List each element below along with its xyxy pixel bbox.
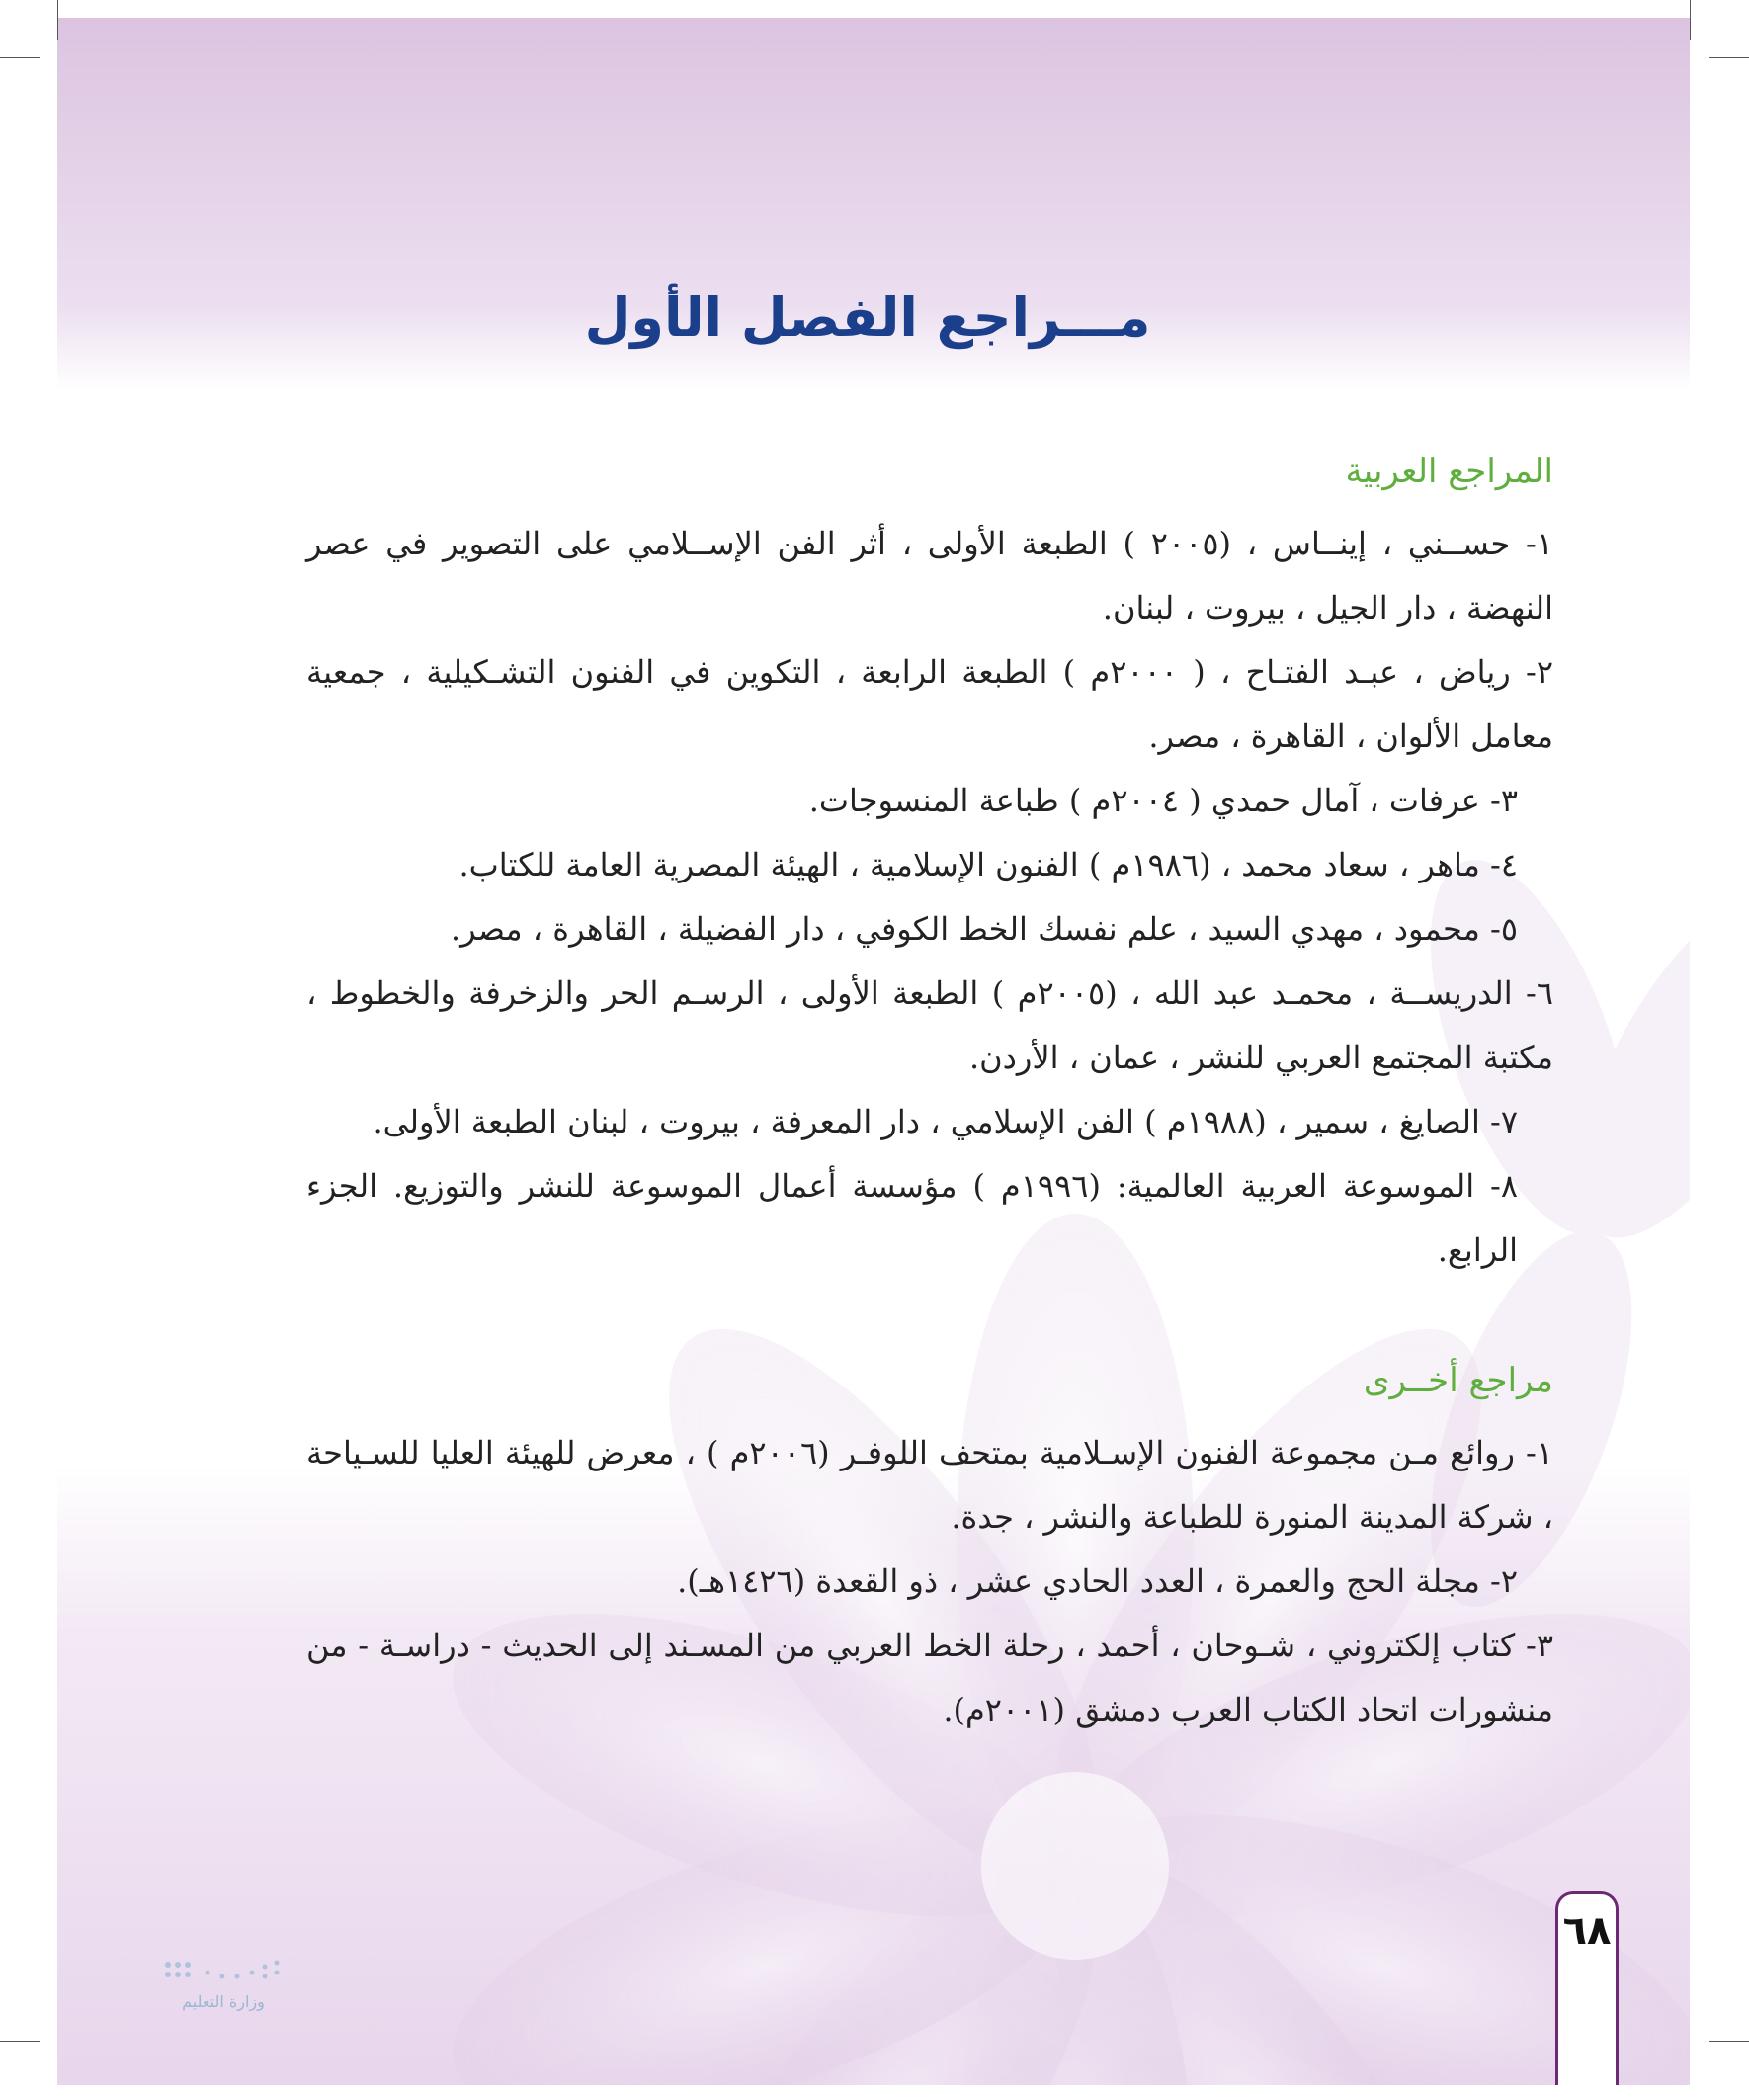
reference-item: ٣- عرفات ، آمال حمدي ( ٢٠٠٤م ) طباعة المنسوجات. [808,782,1518,819]
section-heading-arabic-refs: المراجع العربية [1345,452,1553,491]
page-number-tab [1555,1891,1619,2085]
reference-item: ٢- رياض ، عبـد الفتـاح ، ( ٢٠٠٠م ) الطبعة الرابعة ، التكوين في الفنون التشـكيلية ، جمعية معامل الألوان ، القاهرة ، مصر. [306,653,1554,755]
crop-mark [1690,0,1691,40]
reference-item: ٢- مجلة الحج والعمرة ، العدد الحادي عشر ، ذو القعدة (١٤٢٦هـ). [677,1562,1518,1600]
crop-mark [1709,57,1749,58]
reference-item: ٥- محمود ، مهدي السيد ، علم نفسك الخط الكوفي ، دار الفضيلة ، القاهرة ، مصر. [450,910,1518,948]
reference-item: ٨- الموسوعة العربية العالمية: (١٩٩٦م ) مؤسسة أعمال الموسوعة للنشر والتوزيع. الجزء الرابع. [306,1167,1519,1269]
reference-item: ٤- ماهر ، سعاد محمد ، (١٩٨٦م ) الفنون الإسلامية ، الهيئة المصرية العامة للكتاب. [458,846,1518,883]
ministry-logo-text: وزارة التعليم [182,1992,265,2011]
crop-mark [57,0,58,40]
crop-mark [0,2041,40,2042]
page [57,18,1690,2085]
reference-item: ٦- الدريســة ، محمـد عبد الله ، (٢٠٠٥م ) الطبعة الأولى ، الرسـم الحر والزخرفة والخطوط ، مكتبة المجتمع العربي للنشر ، عمان ، الأردن. [306,974,1554,1076]
reference-item: ١- روائع مـن مجموعة الفنون الإسـلامية بمتحف اللوفـر (٢٠٠٦م ) ، معرض للهيئة العليا للسـياحة ، شركة المدينة المنورة للطباعة والنشر ، جدة. [306,1434,1554,1536]
reference-item: ١- حســني ، إينــاس ، (٢٠٠٥ ) الطبعة الأولى ، أثر الفن الإســلامي على التصوير في عصر النهضة ، دار الجيل ، بيروت ، لبنان. [306,525,1553,627]
page-title: مـــراجع الفصل الأول [584,287,1151,349]
page-number: ٦٨ [1562,1908,1612,1954]
references-content [306,443,1553,1742]
crop-mark [0,57,40,58]
ministry-logo-icon [148,1945,296,2024]
reference-item: ٧- الصايغ ، سمير ، (١٩٨٨م ) الفن الإسلامي ، دار المعرفة ، بيروت ، لبنان الطبعة الأولى. [373,1103,1518,1140]
section-heading-other-refs: مراجع أخــرى [1363,1361,1553,1400]
reference-item: ٣- كتاب إلكتروني ، شـوحان ، أحمد ، رحلة الخط العربي من المسـند إلى الحديث - دراسـة - من منشورات اتحاد الكتاب العرب دمشق (٢٠٠١م). [306,1627,1553,1728]
crop-mark [1709,2041,1749,2042]
